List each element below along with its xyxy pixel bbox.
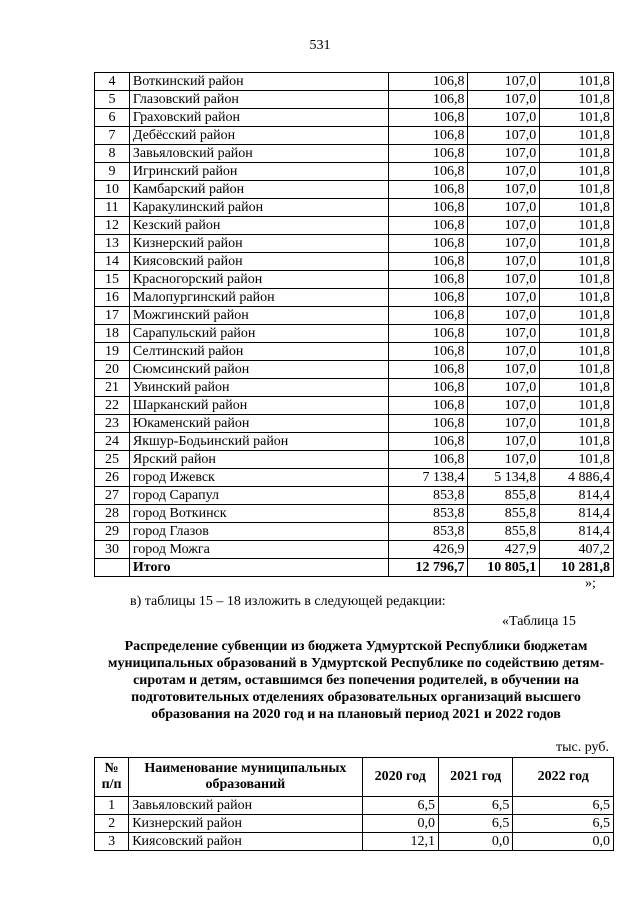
row-name: Шарканский район: [129, 397, 388, 415]
row-name: Завьяловский район: [129, 797, 362, 815]
row-value-2020: 106,8: [388, 433, 468, 451]
row-value-2020: 106,8: [388, 145, 468, 163]
row-value-2020: 106,8: [388, 379, 468, 397]
row-value-2020: 106,8: [388, 343, 468, 361]
row-value-2022: 101,8: [540, 325, 614, 343]
row-value-2022: 101,8: [540, 379, 614, 397]
row-value-2022: 0,0: [513, 833, 614, 851]
row-value-2020: 106,8: [388, 307, 468, 325]
row-value-2020: 106,8: [388, 415, 468, 433]
row-name: город Воткинск: [129, 505, 388, 523]
row-number: 28: [95, 505, 130, 523]
row-name: Кезский район: [129, 217, 388, 235]
row-name: Киясовский район: [129, 253, 388, 271]
row-value-2022: 101,8: [540, 289, 614, 307]
header-2021: 2021 год: [438, 758, 512, 797]
header-2020: 2020 год: [362, 758, 438, 797]
row-value-2022: 101,8: [540, 235, 614, 253]
table-row: [95, 289, 614, 307]
row-number: 2: [95, 815, 129, 833]
row-value-2022: 814,4: [540, 505, 614, 523]
row-value-2021: 107,0: [468, 253, 540, 271]
row-value-2020: 106,8: [388, 181, 468, 199]
row-value-2022: 101,8: [540, 271, 614, 289]
row-value-2022: 101,8: [540, 253, 614, 271]
row-name: Сарапульский район: [129, 325, 388, 343]
row-value-2022: 101,8: [540, 73, 614, 91]
row-name: город Сарапул: [129, 487, 388, 505]
row-value-2022: 101,8: [540, 163, 614, 181]
header-num: № п/п: [95, 758, 129, 797]
row-name: Якшур-Бодьинский район: [129, 433, 388, 451]
row-value-2021: 427,9: [468, 541, 540, 559]
total-row: [95, 559, 614, 577]
row-number: 17: [95, 307, 130, 325]
table-row: [95, 199, 614, 217]
row-value-2021: 107,0: [468, 235, 540, 253]
table-row: [95, 833, 614, 851]
row-value-2022: 4 886,4: [540, 469, 614, 487]
row-value-2020: 106,8: [388, 91, 468, 109]
table-row: [95, 73, 614, 91]
total-label: Итого: [129, 559, 388, 577]
row-number: 12: [95, 217, 130, 235]
row-value-2021: 107,0: [468, 73, 540, 91]
row-number: 23: [95, 415, 130, 433]
row-number: 5: [95, 91, 130, 109]
row-number: 25: [95, 451, 130, 469]
table-row: [95, 343, 614, 361]
header-2022: 2022 год: [513, 758, 614, 797]
row-number: 10: [95, 181, 130, 199]
row-value-2020: 106,8: [388, 271, 468, 289]
row-name: Воткинский район: [129, 73, 388, 91]
table-row: [95, 307, 614, 325]
table-row: [95, 235, 614, 253]
row-number: 21: [95, 379, 130, 397]
row-value-2021: 107,0: [468, 181, 540, 199]
row-number: 29: [95, 523, 130, 541]
row-value-2022: 6,5: [513, 797, 614, 815]
table-row: [95, 181, 614, 199]
table-row: [95, 433, 614, 451]
table-caption: Распределение субвенции из бюджета Удмуртской Республики бюджетам муниципальных образований в Удмуртской Республике по содействию детям-сиротам и детям, оставшимся без попечения родителей, в обучении на подготовительных отделениях образовательных организаций высшего образования на 2020 год и на плановый период 2021 и 2022 годов: [107, 639, 605, 722]
row-value-2022: 407,2: [540, 541, 614, 559]
row-name: Камбарский район: [129, 181, 388, 199]
row-name: Сюмсинский район: [129, 361, 388, 379]
row-value-2020: 7 138,4: [388, 469, 468, 487]
table-row: [95, 541, 614, 559]
subvention-table: [94, 757, 614, 851]
row-value-2020: 106,8: [388, 325, 468, 343]
row-number: 30: [95, 541, 130, 559]
table-row: [95, 145, 614, 163]
row-number: 26: [95, 469, 130, 487]
total-2022: 10 281,8: [540, 559, 614, 577]
table-row: [95, 325, 614, 343]
row-value-2020: 106,8: [388, 217, 468, 235]
row-value-2020: 106,8: [388, 451, 468, 469]
row-value-2021: 0,0: [438, 833, 512, 851]
allocation-table-continued: [94, 72, 614, 577]
row-value-2022: 101,8: [540, 433, 614, 451]
row-value-2020: 106,8: [388, 199, 468, 217]
table-row: [95, 127, 614, 145]
row-number: 20: [95, 361, 130, 379]
page-number: 531: [309, 38, 331, 53]
table-row: [95, 253, 614, 271]
row-value-2021: 107,0: [468, 415, 540, 433]
row-value-2021: 107,0: [468, 163, 540, 181]
row-name: Кизнерский район: [129, 235, 388, 253]
row-value-2021: 107,0: [468, 397, 540, 415]
row-value-2020: 106,8: [388, 163, 468, 181]
row-value-2020: 106,8: [388, 361, 468, 379]
row-value-2020: 853,8: [388, 505, 468, 523]
table-row: [95, 797, 614, 815]
row-value-2021: 107,0: [468, 199, 540, 217]
row-value-2021: 6,5: [438, 797, 512, 815]
total-2020: 12 796,7: [388, 559, 468, 577]
row-value-2021: 107,0: [468, 343, 540, 361]
row-name: Киясовский район: [129, 833, 362, 851]
row-value-2021: 107,0: [468, 289, 540, 307]
row-value-2020: 853,8: [388, 487, 468, 505]
row-value-2021: 855,8: [468, 487, 540, 505]
row-number: 24: [95, 433, 130, 451]
total-number: [95, 559, 130, 577]
row-value-2020: 853,8: [388, 523, 468, 541]
table-row: [95, 361, 614, 379]
row-number: 4: [95, 73, 130, 91]
row-value-2021: 6,5: [438, 815, 512, 833]
row-number: 7: [95, 127, 130, 145]
row-value-2021: 855,8: [468, 523, 540, 541]
row-name: город Глазов: [129, 523, 388, 541]
row-value-2022: 101,8: [540, 343, 614, 361]
row-value-2020: 106,8: [388, 127, 468, 145]
row-value-2022: 101,8: [540, 91, 614, 109]
row-name: Селтинский район: [129, 343, 388, 361]
table-row: [95, 397, 614, 415]
closing-quote: »;: [585, 576, 596, 591]
table-row: [95, 379, 614, 397]
row-number: 22: [95, 397, 130, 415]
row-value-2021: 107,0: [468, 451, 540, 469]
table-label: «Таблица 15: [502, 614, 576, 629]
row-number: 3: [95, 833, 129, 851]
row-name: город Ижевск: [129, 469, 388, 487]
row-value-2022: 101,8: [540, 397, 614, 415]
row-value-2020: 0,0: [362, 815, 438, 833]
row-name: Юкаменский район: [129, 415, 388, 433]
row-value-2020: 426,9: [388, 541, 468, 559]
row-value-2022: 814,4: [540, 487, 614, 505]
table-row: [95, 815, 614, 833]
row-value-2021: 107,0: [468, 379, 540, 397]
row-number: 9: [95, 163, 130, 181]
row-name: Малопургинский район: [129, 289, 388, 307]
row-value-2020: 106,8: [388, 397, 468, 415]
row-number: 18: [95, 325, 130, 343]
table-row: [95, 91, 614, 109]
row-value-2022: 814,4: [540, 523, 614, 541]
table-header-row: [95, 758, 614, 797]
row-name: Можгинский район: [129, 307, 388, 325]
row-value-2022: 6,5: [513, 815, 614, 833]
row-number: 8: [95, 145, 130, 163]
row-name: Граховский район: [129, 109, 388, 127]
table-row: [95, 163, 614, 181]
row-value-2021: 107,0: [468, 271, 540, 289]
table-row: [95, 505, 614, 523]
row-value-2020: 12,1: [362, 833, 438, 851]
row-value-2020: 106,8: [388, 235, 468, 253]
table-row: [95, 415, 614, 433]
table-row: [95, 487, 614, 505]
row-number: 14: [95, 253, 130, 271]
row-number: 16: [95, 289, 130, 307]
row-value-2020: 106,8: [388, 253, 468, 271]
row-number: 11: [95, 199, 130, 217]
row-value-2020: 6,5: [362, 797, 438, 815]
row-value-2022: 101,8: [540, 145, 614, 163]
row-number: 13: [95, 235, 130, 253]
total-2021: 10 805,1: [468, 559, 540, 577]
row-value-2022: 101,8: [540, 127, 614, 145]
table-row: [95, 451, 614, 469]
row-value-2022: 101,8: [540, 181, 614, 199]
row-name: Глазовский район: [129, 91, 388, 109]
row-value-2020: 106,8: [388, 73, 468, 91]
row-value-2021: 107,0: [468, 325, 540, 343]
row-name: город Можга: [129, 541, 388, 559]
table-row: [95, 469, 614, 487]
row-value-2021: 107,0: [468, 433, 540, 451]
row-name: Игринский район: [129, 163, 388, 181]
row-value-2021: 107,0: [468, 307, 540, 325]
row-name: Кизнерский район: [129, 815, 362, 833]
header-name: Наименование муниципальных образований: [129, 758, 362, 797]
row-value-2020: 106,8: [388, 289, 468, 307]
row-value-2021: 107,0: [468, 91, 540, 109]
unit-label: тыс. руб.: [556, 740, 609, 755]
row-name: Красногорский район: [129, 271, 388, 289]
row-value-2022: 101,8: [540, 307, 614, 325]
row-value-2022: 101,8: [540, 199, 614, 217]
row-name: Завьяловский район: [129, 145, 388, 163]
amendment-text: в) таблицы 15 – 18 изложить в следующей редакции:: [130, 594, 446, 609]
table-row: [95, 523, 614, 541]
row-name: Ярский район: [129, 451, 388, 469]
row-value-2021: 5 134,8: [468, 469, 540, 487]
row-value-2022: 101,8: [540, 217, 614, 235]
row-value-2022: 101,8: [540, 451, 614, 469]
row-value-2021: 107,0: [468, 145, 540, 163]
row-name: Дебёсский район: [129, 127, 388, 145]
table-row: [95, 271, 614, 289]
row-number: 1: [95, 797, 129, 815]
row-value-2022: 101,8: [540, 361, 614, 379]
row-value-2020: 106,8: [388, 109, 468, 127]
table-row: [95, 217, 614, 235]
row-number: 27: [95, 487, 130, 505]
row-value-2021: 107,0: [468, 361, 540, 379]
row-name: Каракулинский район: [129, 199, 388, 217]
row-value-2021: 107,0: [468, 127, 540, 145]
row-number: 19: [95, 343, 130, 361]
row-number: 6: [95, 109, 130, 127]
row-value-2022: 101,8: [540, 109, 614, 127]
row-value-2021: 107,0: [468, 109, 540, 127]
table-row: [95, 109, 614, 127]
row-value-2021: 855,8: [468, 505, 540, 523]
row-name: Увинский район: [129, 379, 388, 397]
row-number: 15: [95, 271, 130, 289]
row-value-2021: 107,0: [468, 217, 540, 235]
row-value-2022: 101,8: [540, 415, 614, 433]
